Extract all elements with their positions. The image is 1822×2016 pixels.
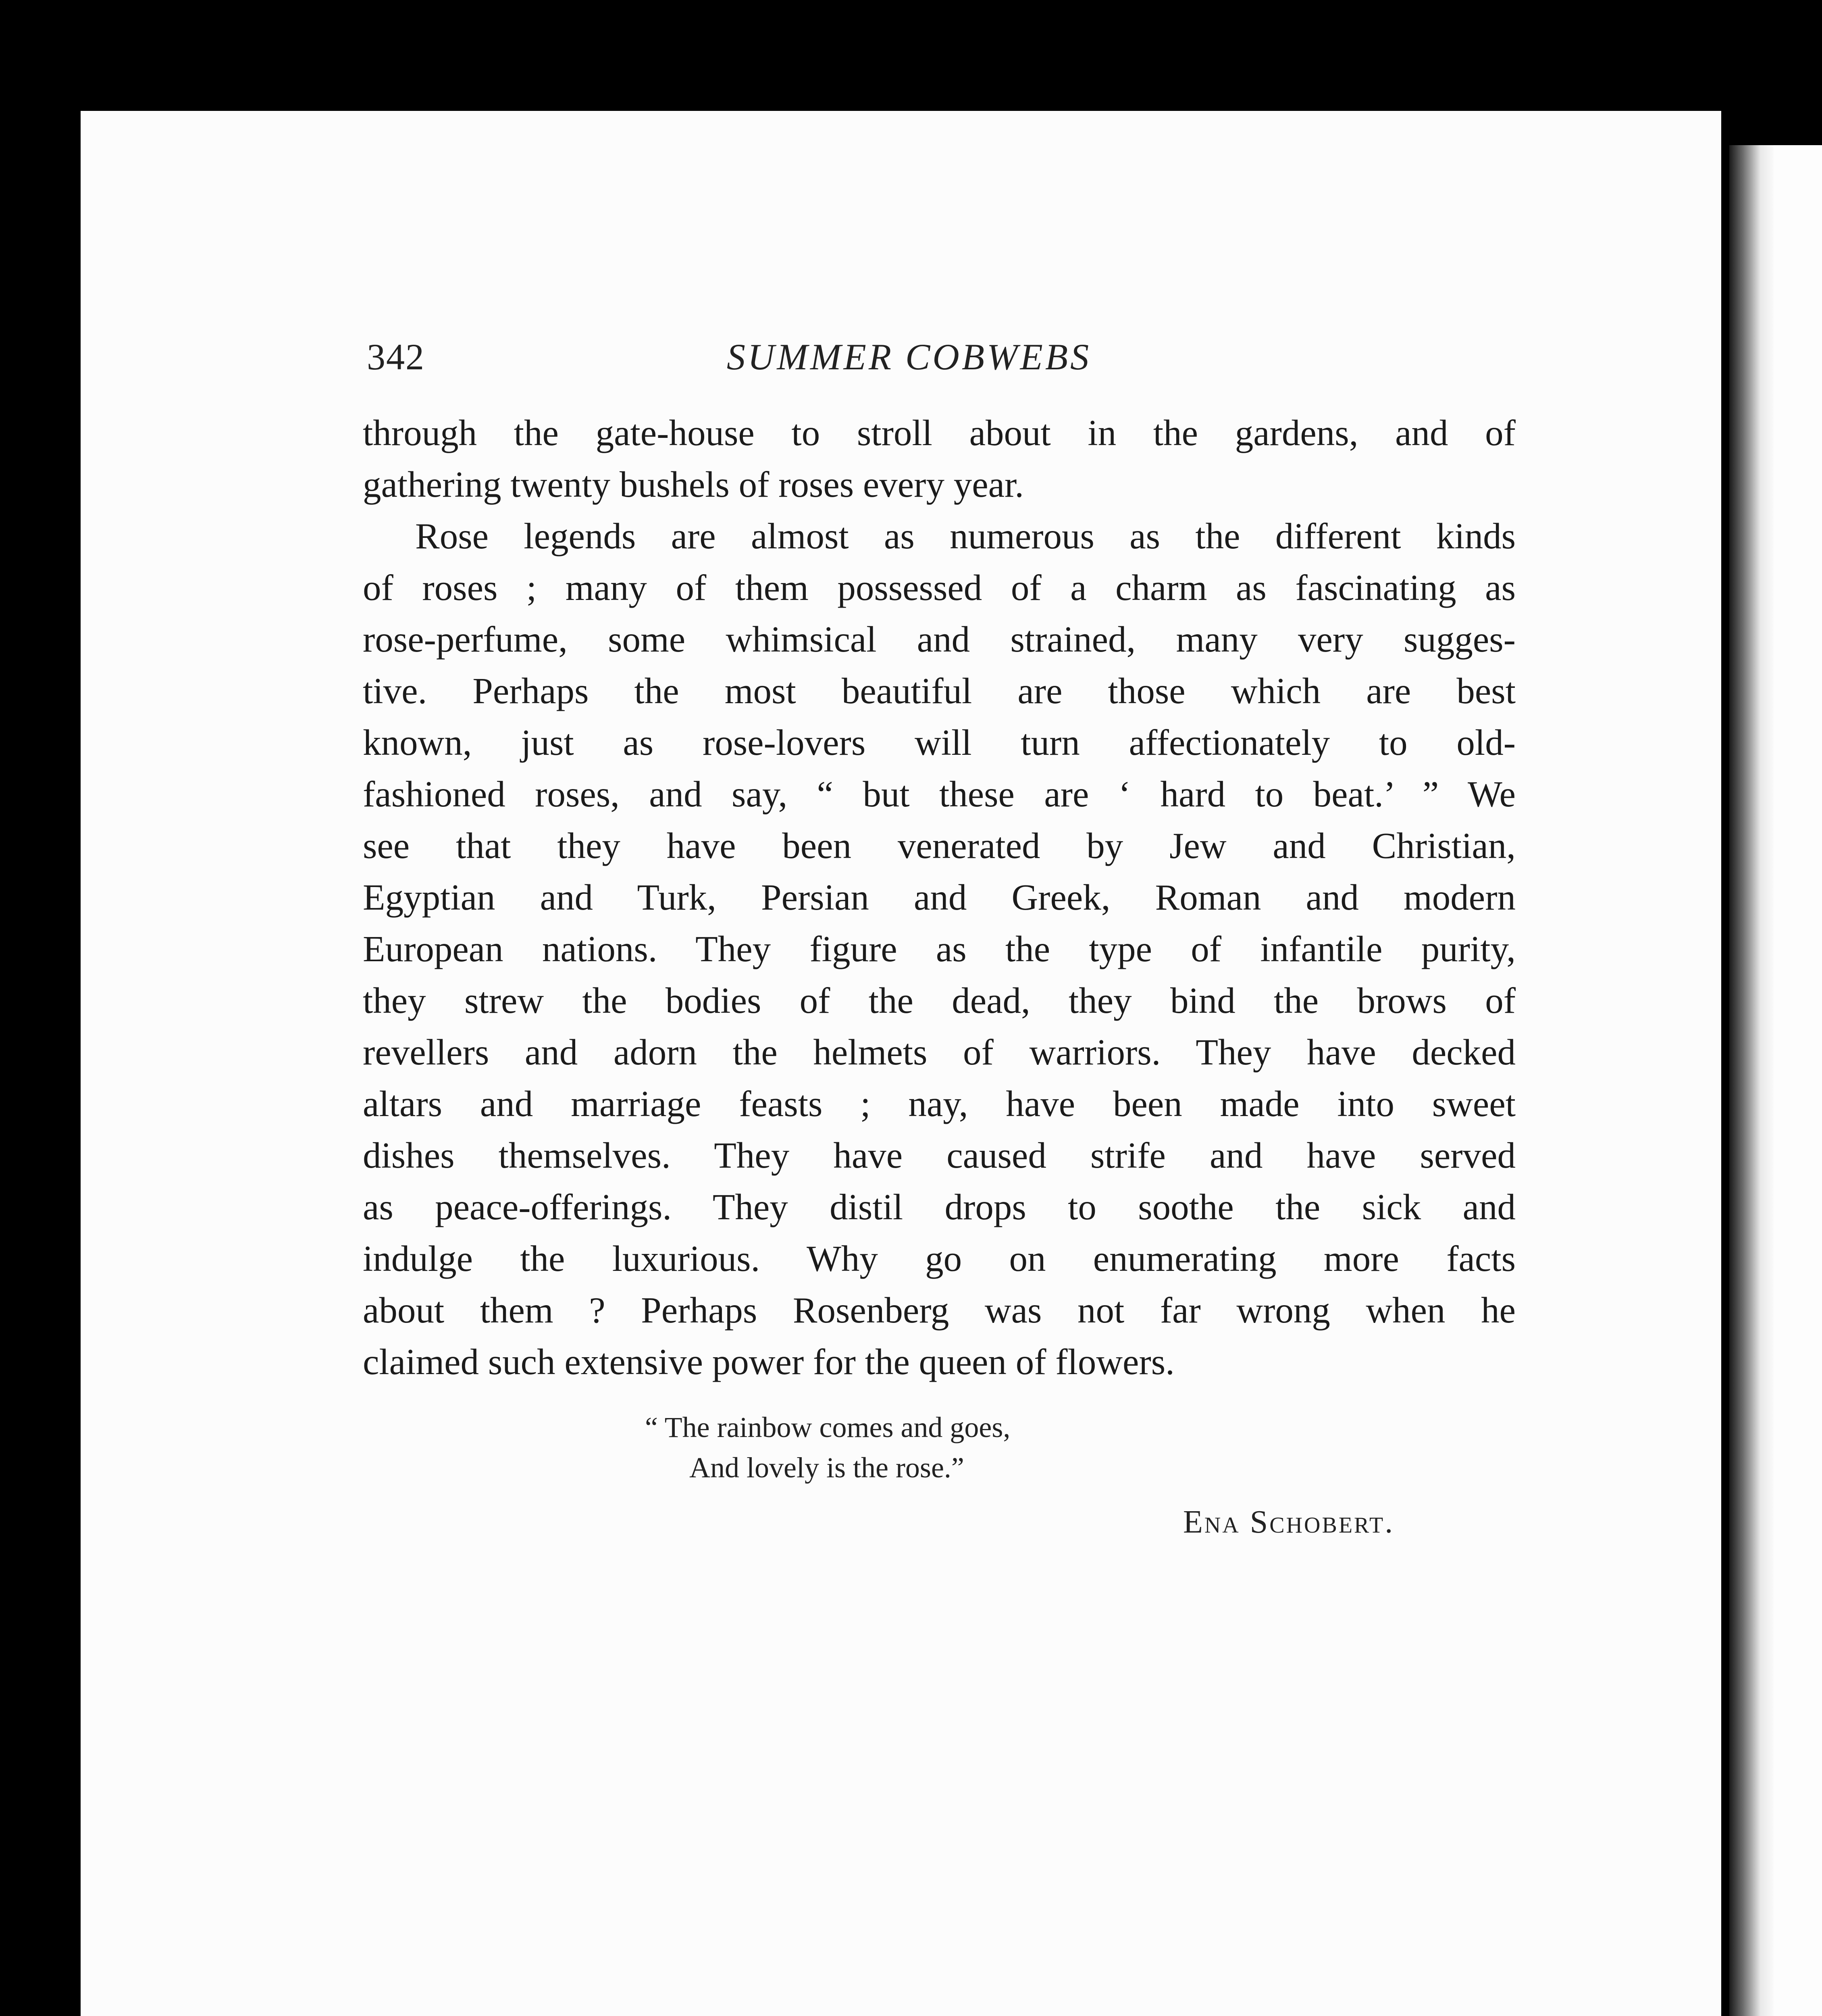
text-line: gathering twenty bushels of roses every year. (363, 464, 1024, 505)
quote-line: “ The rainbow comes and goes, (645, 1411, 1011, 1443)
running-title: SUMMER COBWEBS (726, 336, 1092, 377)
text-line: European nations. They figure as the type of infantile purity, (363, 929, 1516, 969)
text-line: of roses ; many of them possessed of a charm as fascinating as (363, 567, 1516, 608)
body-paragraphs (363, 407, 1516, 1388)
text-line: altars and marriage feasts ; nay, have been made into sweet (363, 1083, 1516, 1124)
text-line: Egyptian and Turk, Persian and Greek, Roman and modern (363, 877, 1516, 918)
text-line: dishes themselves. They have caused strife and have served (363, 1135, 1516, 1176)
adjacent-page-shadow (1729, 145, 1774, 2016)
text-line: see that they have been venerated by Jew and Christian, (363, 825, 1516, 866)
text-line: they strew the bodies of the dead, they bind the brows of (363, 980, 1516, 1021)
text-line: rose-perfume, some whimsical and strained, many very sugges- (363, 619, 1516, 660)
text-line: about them ? Perhaps Rosenberg was not far wrong when he (363, 1290, 1516, 1331)
quote-line: And lovely is the rose.” (689, 1452, 964, 1484)
author-signature: Ena Schobert. (1183, 1504, 1395, 1540)
text-line: fashioned roses, and say, “ but these are ‘ hard to beat.’ ” We (363, 774, 1516, 814)
text-line: tive. Perhaps the most beautiful are those which are best (363, 671, 1516, 711)
page-number: 342 (367, 336, 425, 377)
text-line: as peace-offerings. They distil drops to soothe the sick and (363, 1187, 1516, 1227)
verse-quotation (645, 1407, 1010, 1488)
text-line: through the gate-house to stroll about in the gardens, and of (363, 412, 1516, 453)
text-line: Rose legends are almost as numerous as the different kinds (415, 516, 1516, 556)
adjacent-page (1774, 145, 1822, 2016)
text-line: indulge the luxurious. Why go on enumerating more facts (363, 1238, 1516, 1279)
text-line: claimed such extensive power for the queen of flowers. (363, 1341, 1175, 1382)
text-line: revellers and adorn the helmets of warriors. They have decked (363, 1032, 1516, 1073)
running-header (284, 335, 1514, 388)
text-line: known, just as rose-lovers will turn affectionately to old- (363, 722, 1516, 763)
